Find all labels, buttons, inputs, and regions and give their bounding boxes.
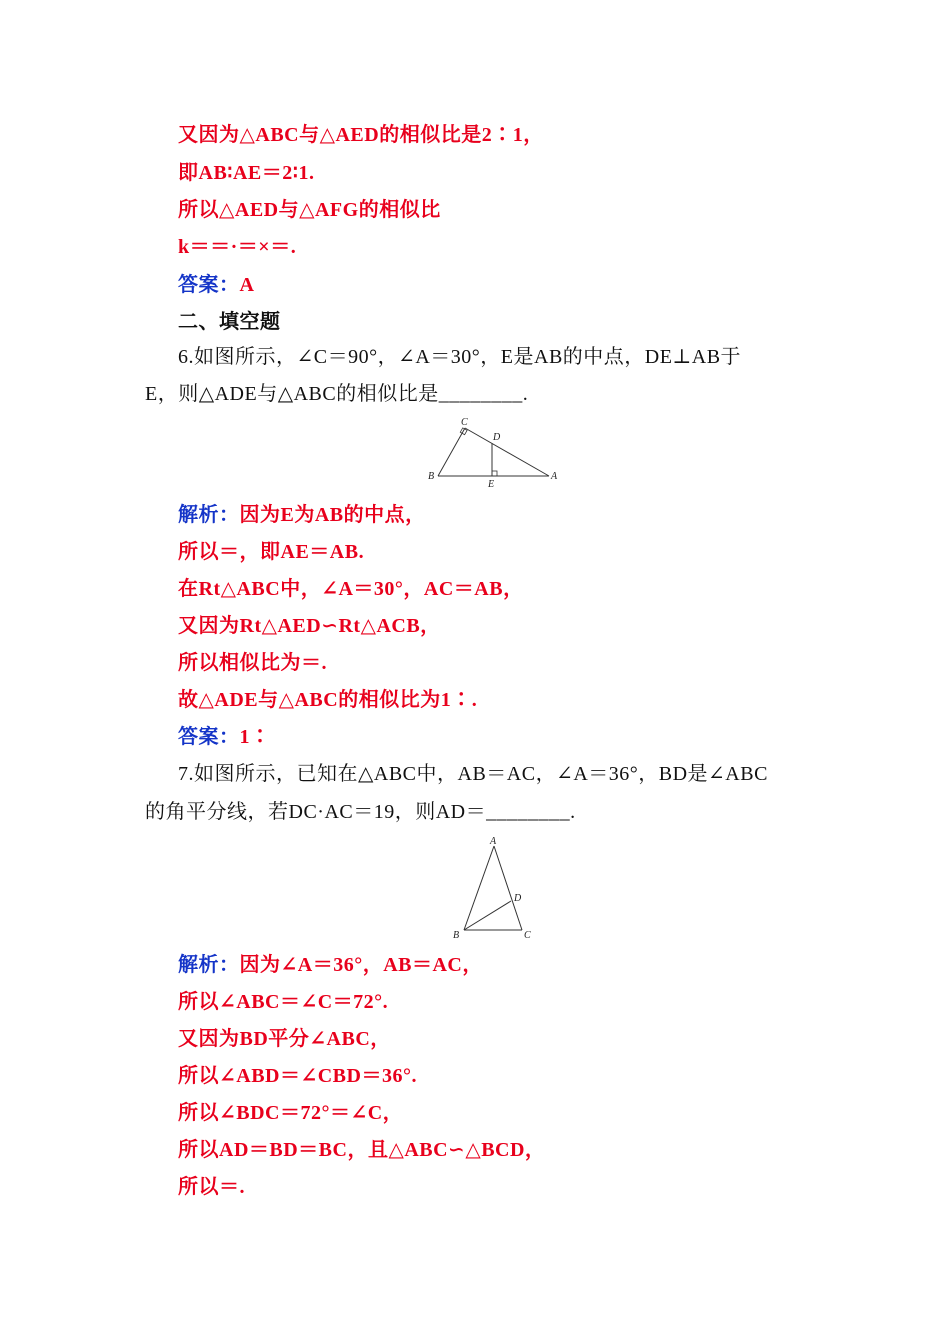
solution-line: 所以相似比为＝.	[178, 652, 327, 674]
solution-line: 又因为Rt△AED∽Rt△ACB，	[178, 615, 441, 637]
question-7-line2: 的角平分线，若DC·AC＝19，则AD＝________.	[145, 801, 576, 823]
segment-ab	[464, 846, 494, 930]
solution-line: 所以＝，即AE＝AB.	[178, 541, 365, 563]
question-6-line1: 6.如图所示，∠C＝90°，∠A＝30°，E是AB的中点，DE⊥AB于	[178, 346, 742, 368]
figure-isosceles-triangle	[448, 834, 538, 944]
figure-right-triangle	[425, 416, 565, 492]
solution-line: 故△ADE与△ABC的相似比为1∶.	[178, 689, 478, 711]
section-heading: 二、填空题	[178, 311, 281, 333]
solution-line: 又因为△ABC与△AED的相似比是2∶1，	[178, 124, 544, 146]
right-angle-mark-e	[492, 471, 497, 476]
segment-bc	[438, 428, 465, 476]
solution-line: 所以AD＝BD＝BC，且△ABC∽△BCD，	[178, 1139, 546, 1161]
answer-line	[178, 724, 271, 750]
answer-label: 答案：	[178, 274, 240, 296]
solution-label: 解析：	[178, 504, 240, 526]
solution-line: 所以∠ABC＝∠C＝72°.	[178, 991, 389, 1013]
label-a: A	[490, 836, 497, 847]
label-e: E	[488, 479, 495, 490]
solution-line: 所以∠ABD＝∠CBD＝36°.	[178, 1065, 417, 1087]
solution-label: 解析：	[178, 954, 240, 976]
label-b: B	[453, 930, 460, 941]
solution-line	[178, 952, 483, 978]
answer-label: 答案：	[178, 726, 240, 748]
solution-line	[178, 502, 426, 528]
segment-ca	[465, 428, 549, 476]
segment-ac	[494, 846, 522, 930]
answer-line	[178, 272, 254, 298]
solution-line: 所以＝.	[178, 1176, 245, 1198]
label-b: B	[428, 471, 435, 482]
solution-line: 所以△AED与△AFG的相似比	[178, 199, 441, 221]
solution-text: 因为∠A＝36°，AB＝AC，	[239, 954, 483, 976]
solution-text: 因为E为AB的中点，	[239, 504, 426, 526]
solution-line: 在Rt△ABC中，∠A＝30°，AC＝AB，	[178, 578, 524, 600]
solution-line: k＝＝·＝×＝.	[178, 236, 297, 258]
segment-bd	[464, 901, 511, 930]
label-c: C	[461, 417, 468, 428]
answer-value: A	[239, 274, 255, 296]
label-c: C	[524, 930, 531, 941]
question-6-line2: E，则△ADE与△ABC的相似比是________.	[145, 383, 529, 405]
solution-line: 即AB∶AE＝2∶1.	[178, 162, 315, 184]
answer-value: 1∶	[239, 726, 271, 748]
question-7-line1: 7.如图所示，已知在△ABC中，AB＝AC，∠A＝36°，BD是∠ABC	[178, 763, 768, 785]
label-d: D	[493, 432, 501, 443]
solution-line: 又因为BD平分∠ABC，	[178, 1028, 391, 1050]
label-a: A	[551, 471, 558, 482]
label-d: D	[514, 893, 522, 904]
solution-line: 所以∠BDC＝72°＝∠C，	[178, 1102, 404, 1124]
